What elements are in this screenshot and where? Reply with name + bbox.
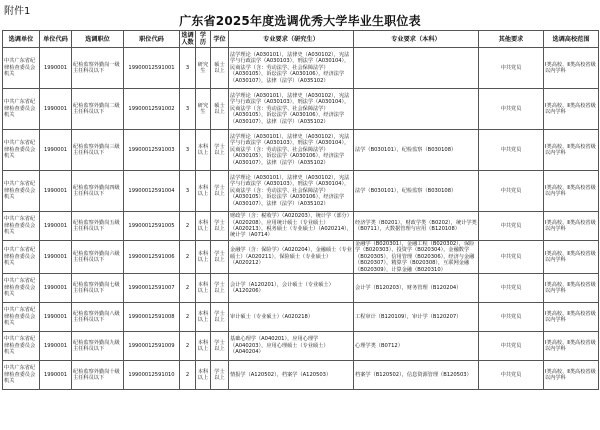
cell-position: 纪检监察外勤岗七级主任科员以下	[72, 274, 124, 303]
cell-position-code: 19900012591008	[124, 303, 180, 332]
cell-position: 纪检监察外勤岗九级主任科员以下	[72, 332, 124, 361]
cell-degree: 硕士以上	[211, 89, 229, 130]
cell-university-scope: Ⅰ类高校、Ⅱ类高校省级以内学科	[544, 361, 599, 390]
table-row	[3, 48, 599, 89]
cell-count: 3	[180, 171, 196, 212]
table-row	[3, 274, 599, 303]
cell-major-graduate: 情报学（A120502），档案学（A120503）	[229, 361, 354, 390]
cell-unit-code: 1990001	[40, 89, 72, 130]
cell-university-scope: Ⅰ类高校、Ⅱ类高校省级以内学科	[544, 130, 599, 171]
cell-count: 3	[180, 89, 196, 130]
cell-education: 本科以上	[196, 332, 211, 361]
cell-position-code: 19900012591010	[124, 361, 180, 390]
cell-position-code: 19900012591004	[124, 171, 180, 212]
cell-major-graduate: 基础心理学（A040201），应用心理学（A040203），应用心理硕士（专业硕士）（A040204）	[229, 332, 354, 361]
cell-education: 本科以上	[196, 241, 211, 274]
header-count: 选调人数	[181, 32, 194, 46]
header-position-code: 职位代码	[124, 31, 180, 48]
cell-major-graduate: 法学理论（A030101），法律史（A030102），宪法学与行政法学（A030103），刑法学（A030104），民商法学（含：劳动法学、社会保障法学）（A030105），诉讼法学（A030106），经济法学（A030107），法律（法学）（A035102）	[229, 130, 354, 171]
cell-unit-code: 1990001	[40, 303, 72, 332]
cell-university-scope: Ⅰ类高校、Ⅱ类高校省级以内学科	[544, 212, 599, 241]
header-other-requirements: 其他要求	[479, 31, 544, 48]
cell-major-undergraduate: 心理学类（B0712）	[354, 332, 479, 361]
cell-other-requirements: 中共党员	[479, 274, 544, 303]
cell-position-code: 19900012591005	[124, 212, 180, 241]
cell-unit-code: 1990001	[40, 361, 72, 390]
cell-degree: 学士以上	[211, 130, 229, 171]
cell-university-scope: Ⅰ类高校、Ⅱ类高校省级以内学科	[544, 241, 599, 274]
header-degree: 学位	[211, 31, 229, 48]
table-row	[3, 361, 599, 390]
cell-major-undergraduate: 会计学（B120203），财务管理（B120204）	[354, 274, 479, 303]
cell-university-scope: Ⅰ类高校、Ⅱ类高校省级以内学科	[544, 274, 599, 303]
cell-position: 纪检监察外勤岗十级主任科员以下	[72, 361, 124, 390]
cell-major-undergraduate: 工程审计（B120109），审计学（B120207）	[354, 303, 479, 332]
cell-major-graduate: 法学理论（A030101），法律史（A030102），宪法学与行政法学（A030103），刑法学（A030104），民商法学（含：劳动法学、社会保障法学）（A030105），诉讼法学（A030106），经济法学（A030107），法律（法学）（A035102）	[229, 48, 354, 89]
cell-degree: 硕士以上	[211, 48, 229, 89]
cell-position: 纪检监察外勤岗四级主任科员以下	[72, 171, 124, 212]
cell-major-undergraduate: 法学（B030101），纪检监察（B030108）	[354, 130, 479, 171]
cell-other-requirements: 中共党员	[479, 332, 544, 361]
cell-count: 3	[180, 48, 196, 89]
header-unit-code: 单位代码	[40, 31, 72, 48]
cell-other-requirements: 中共党员	[479, 89, 544, 130]
cell-education: 本科以上	[196, 171, 211, 212]
cell-major-graduate: 审计硕士（专业硕士）（A020218）	[229, 303, 354, 332]
cell-unit-code: 1990001	[40, 241, 72, 274]
page-title: 广东省2025年度选调优秀大学毕业生职位表	[179, 14, 421, 28]
header-major-graduate: 专业要求（研究生）	[229, 31, 354, 48]
cell-university-scope: Ⅰ类高校、Ⅱ类高校省级以内学科	[544, 303, 599, 332]
cell-major-graduate: 金融学（含：保险学）（A020204），金融硕士（专业硕士）（A020211），保险硕士（专业硕士）（A020212）	[229, 241, 354, 274]
cell-education: 本科以上	[196, 212, 211, 241]
cell-major-undergraduate: 金融学（B020301），金融工程（B020302），保险学（B020303），投资学（B020304），金融数学（B020305），信用管理（B020306），经济与金融（B020307），精算学（B020308），互联网金融（B020309），计算金融（B020310）	[354, 241, 479, 274]
cell-major-undergraduate: 法学（B030101），纪检监察（B030108）	[354, 171, 479, 212]
cell-position-code: 19900012591002	[124, 89, 180, 130]
table-row	[3, 332, 599, 361]
cell-position-code: 19900012591009	[124, 332, 180, 361]
cell-education: 本科以上	[196, 130, 211, 171]
cell-education: 本科以上	[196, 303, 211, 332]
cell-unit-code: 1990001	[40, 274, 72, 303]
cell-unit: 中共广东省纪律检查委员会机关	[3, 303, 40, 332]
cell-position: 纪检监察外勤岗六级主任科员以下	[72, 241, 124, 274]
cell-degree: 学士以上	[211, 171, 229, 212]
cell-position-code: 19900012591006	[124, 241, 180, 274]
table-row	[3, 212, 599, 241]
cell-education: 研究生	[196, 48, 211, 89]
cell-education: 本科以上	[196, 274, 211, 303]
cell-count: 2	[180, 361, 196, 390]
cell-other-requirements: 中共党员	[479, 130, 544, 171]
cell-position: 纪检监察外勤岗一级主任科员以下	[72, 48, 124, 89]
annex-label: 附件1	[4, 6, 31, 17]
cell-major-graduate: 法学理论（A030101），法律史（A030102），宪法学与行政法学（A030103），刑法学（A030104），民商法学（含：劳动法学、社会保障法学）（A030105），诉讼法学（A030106），经济法学（A030107），法律（法学）（A035102）	[229, 171, 354, 212]
cell-unit-code: 1990001	[40, 171, 72, 212]
cell-unit: 中共广东省纪律检查委员会机关	[3, 48, 40, 89]
cell-position: 纪检监察外勤岗三级主任科员以下	[72, 130, 124, 171]
cell-major-graduate: 会计学（A120201），会计硕士（专业硕士）（A120206）	[229, 274, 354, 303]
table-row	[3, 89, 599, 130]
cell-degree: 学士以上	[211, 212, 229, 241]
cell-major-undergraduate: 档案学（B120502），信息资源管理（B120503）	[354, 361, 479, 390]
cell-unit-code: 1990001	[40, 332, 72, 361]
cell-other-requirements: 中共党员	[479, 361, 544, 390]
cell-degree: 学士以上	[211, 332, 229, 361]
header-position: 选调职位	[72, 31, 124, 48]
cell-position-code: 19900012591001	[124, 48, 180, 89]
cell-major-graduate: 法学理论（A030101），法律史（A030102），宪法学与行政法学（A030103），刑法学（A030104），民商法学（含：劳动法学、社会保障法学）（A030105），诉讼法学（A030106），经济法学（A030107），法律（法学）（A035102）	[229, 89, 354, 130]
cell-count: 2	[180, 332, 196, 361]
cell-university-scope: Ⅰ类高校、Ⅱ类高校省级以内学科	[544, 48, 599, 89]
cell-other-requirements: 中共党员	[479, 241, 544, 274]
cell-major-graduate: 财政学（含：税收学）（A020203），统计学（部分）（A020208），应用统计硕士（专业硕士）（A020213），税务硕士（专业硕士）（A020214），统计学（A0714）	[229, 212, 354, 241]
table-row	[3, 303, 599, 332]
header-major-undergraduate: 专业要求（本科）	[354, 31, 479, 48]
cell-count: 2	[180, 303, 196, 332]
cell-position-code: 19900012591007	[124, 274, 180, 303]
cell-position: 纪检监察外勤岗八级主任科员以下	[72, 303, 124, 332]
positions-table	[2, 30, 599, 390]
cell-position: 纪检监察外勤岗二级主任科员以下	[72, 89, 124, 130]
cell-unit-code: 1990001	[40, 48, 72, 89]
cell-education: 本科以上	[196, 361, 211, 390]
cell-other-requirements: 中共党员	[479, 171, 544, 212]
cell-unit: 中共广东省纪律检查委员会机关	[3, 89, 40, 130]
cell-major-undergraduate	[354, 89, 479, 130]
header-university-scope: 选调高校范围	[544, 31, 599, 48]
cell-education: 研究生	[196, 89, 211, 130]
cell-unit: 中共广东省纪律检查委员会机关	[3, 130, 40, 171]
cell-position: 纪检监察外勤岗五级主任科员以下	[72, 212, 124, 241]
cell-degree: 学士以上	[211, 274, 229, 303]
cell-unit: 中共广东省纪律检查委员会机关	[3, 241, 40, 274]
table-header-row	[3, 31, 599, 48]
cell-major-undergraduate: 经济学类（B0201），财政学类（B0202），统计学类（B0711），大数据管理与应用（B120108）	[354, 212, 479, 241]
cell-major-undergraduate	[354, 48, 479, 89]
header-education: 学历	[196, 31, 211, 48]
cell-count: 2	[180, 274, 196, 303]
cell-degree: 学士以上	[211, 303, 229, 332]
cell-degree: 学士以上	[211, 241, 229, 274]
header-unit: 选调单位	[3, 31, 40, 48]
cell-university-scope: Ⅰ类高校、Ⅱ类高校省级以内学科	[544, 89, 599, 130]
cell-count: 3	[180, 130, 196, 171]
cell-university-scope: Ⅰ类高校、Ⅱ类高校省级以内学科	[544, 171, 599, 212]
table-row	[3, 241, 599, 274]
cell-other-requirements: 中共党员	[479, 212, 544, 241]
cell-unit: 中共广东省纪律检查委员会机关	[3, 212, 40, 241]
cell-unit: 中共广东省纪律检查委员会机关	[3, 274, 40, 303]
cell-unit: 中共广东省纪律检查委员会机关	[3, 171, 40, 212]
table-row	[3, 171, 599, 212]
cell-count: 2	[180, 241, 196, 274]
cell-other-requirements: 中共党员	[479, 303, 544, 332]
cell-count: 2	[180, 212, 196, 241]
cell-unit: 中共广东省纪律检查委员会机关	[3, 332, 40, 361]
cell-university-scope: Ⅰ类高校、Ⅱ类高校省级以内学科	[544, 332, 599, 361]
cell-degree: 学士以上	[211, 361, 229, 390]
cell-unit-code: 1990001	[40, 212, 72, 241]
cell-unit: 中共广东省纪律检查委员会机关	[3, 361, 40, 390]
table-row	[3, 130, 599, 171]
cell-other-requirements: 中共党员	[479, 48, 544, 89]
cell-position-code: 19900012591003	[124, 130, 180, 171]
cell-unit-code: 1990001	[40, 130, 72, 171]
